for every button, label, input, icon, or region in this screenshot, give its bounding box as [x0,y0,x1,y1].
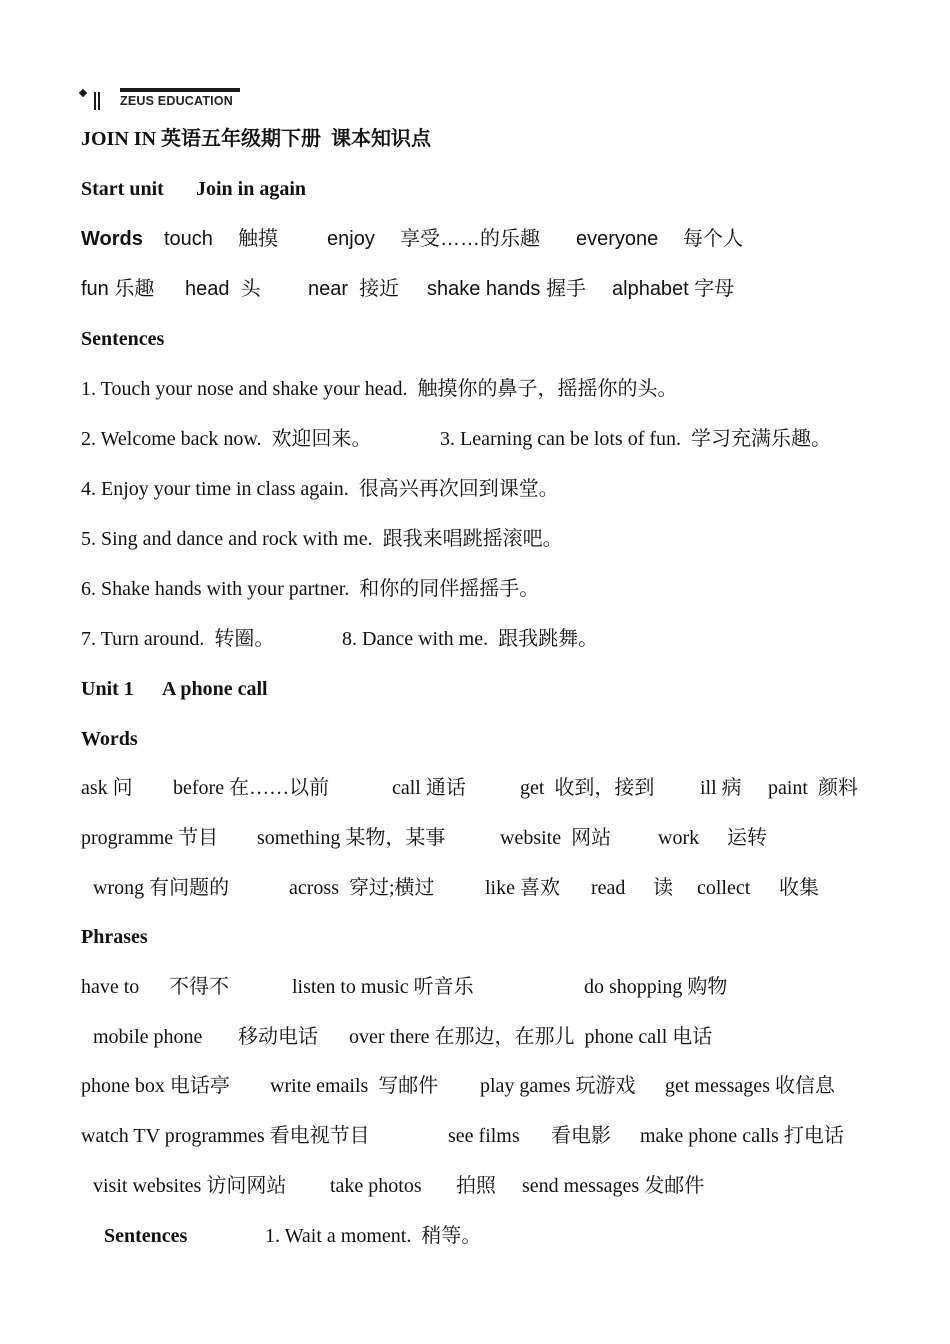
sentence [0,524,950,554]
logo [80,72,280,112]
phrase: have to [81,976,140,998]
phrase: see films [448,1125,520,1147]
sentence-text: 6. Shake hands with your partner. 和你的同伴摇摇手。 [81,578,540,600]
phrase: make phone calls 打电话 [640,1125,844,1147]
page-title [0,124,950,154]
phrase-meaning: 看电影 [551,1125,611,1147]
phrases-label: Phrases [81,926,148,948]
word: head 头 [185,278,261,300]
sentence [0,624,950,654]
word-meaning: 触摸 [238,228,278,250]
word-meaning: 每个人 [683,228,743,250]
sentence-text: 2. Welcome back now. 欢迎回来。 [81,428,372,450]
phrase: watch TV programmes 看电视节目 [81,1125,370,1147]
logo-cutoff-text [120,88,240,92]
logo-brand: ZEUS EDUCATION [120,94,233,108]
unit1-words-label [0,724,950,754]
word: enjoy [327,228,375,250]
phrase: listen to music 听音乐 [292,976,474,998]
logo-bar [98,92,100,110]
phrase: write emails 写邮件 [270,1075,439,1097]
word: ill 病 [700,777,742,799]
phrase: mobile phone [93,1026,203,1048]
phrase: do shopping 购物 [584,976,728,998]
sentences-label: Sentences [81,328,165,350]
word: ask 问 [81,777,133,799]
word: touch [164,228,213,250]
phrase: get messages 收信息 [665,1075,835,1097]
phrase-row [0,1022,950,1052]
word: get 收到，接到 [520,777,655,799]
start-words-row-1 [0,224,950,254]
sentence-text: 5. Sing and dance and rock with me. 跟我来唱跳摇滚吧。 [81,528,563,550]
words-label: Words [81,728,138,750]
sentence [0,374,950,404]
sentence-text: 1. Wait a moment. 稍等。 [265,1225,482,1247]
sentence [0,574,950,604]
phrase: send messages 发邮件 [522,1175,705,1197]
sentence-text: 3. Learning can be lots of fun. 学习充满乐趣。 [440,428,832,450]
phrase: visit websites 访问网站 [93,1175,287,1197]
phrase-meaning: 移动电话 [238,1026,318,1048]
word: fun 乐趣 [81,278,155,300]
word: everyone [576,228,659,250]
word-meaning: 收集 [779,877,819,899]
logo-mark [79,89,87,97]
phrase-row [0,1121,950,1151]
start-sentences-label [0,324,950,354]
heading-title: A phone call [162,678,268,700]
sentences-label: Sentences [104,1225,188,1247]
word: alphabet 字母 [612,278,735,300]
sentence [0,424,950,454]
heading-unit: Unit 1 [81,678,134,700]
word: something 某物，某事 [257,827,446,849]
phrase-row [0,1071,950,1101]
word: across 穿过;横过 [289,877,435,899]
sentence [0,474,950,504]
unit1-phrases-label [0,922,950,952]
word: near 接近 [308,278,400,300]
start-words-row-2 [0,274,950,304]
title-text: JOIN IN 英语五年级期下册 课本知识点 [81,128,432,150]
phrase-meaning: 不得不 [169,976,229,998]
unit1-words-row-3 [0,873,950,903]
phrase-meaning: 拍照 [456,1175,496,1197]
word: collect [697,877,751,899]
phrase: over there 在那边，在那儿 phone call 电话 [349,1026,713,1048]
sentence-text: 4. Enjoy your time in class again. 很高兴再次回到课堂。 [81,478,559,500]
word: before 在……以前 [173,777,330,799]
word-meaning: 读 [653,877,673,899]
words-label: Words [81,228,143,250]
start-unit-heading [0,174,950,204]
word: read [591,877,626,899]
word: call 通话 [392,777,466,799]
logo-bar [94,92,96,110]
unit1-words-row-1 [0,773,950,803]
phrase-row [0,972,950,1002]
heading-title: Join in again [196,178,307,200]
word-meaning: 享受……的乐趣 [400,228,540,250]
word: programme 节目 [81,827,219,849]
word: wrong 有问题的 [93,877,230,899]
word: website 网站 [500,827,612,849]
phrase: phone box 电话亭 [81,1075,230,1097]
word: work [658,827,700,849]
unit1-heading [0,674,950,704]
phrase-row [0,1171,950,1201]
unit1-sentences [0,1221,950,1251]
phrase: play games 玩游戏 [480,1075,636,1097]
sentence-text: 7. Turn around. 转圈。 [81,628,275,650]
sentence-text: 1. Touch your nose and shake your head. 触摸你的鼻子，摇摇你的头。 [81,378,678,400]
word-meaning: 运转 [727,827,767,849]
word: like 喜欢 [485,877,560,899]
word: paint 颜料 [768,777,858,799]
unit1-words-row-2 [0,823,950,853]
word: shake hands 握手 [427,278,586,300]
phrase: take photos [330,1175,422,1197]
heading-unit: Start unit [81,178,164,200]
sentence-text: 8. Dance with me. 跟我跳舞。 [342,628,599,650]
